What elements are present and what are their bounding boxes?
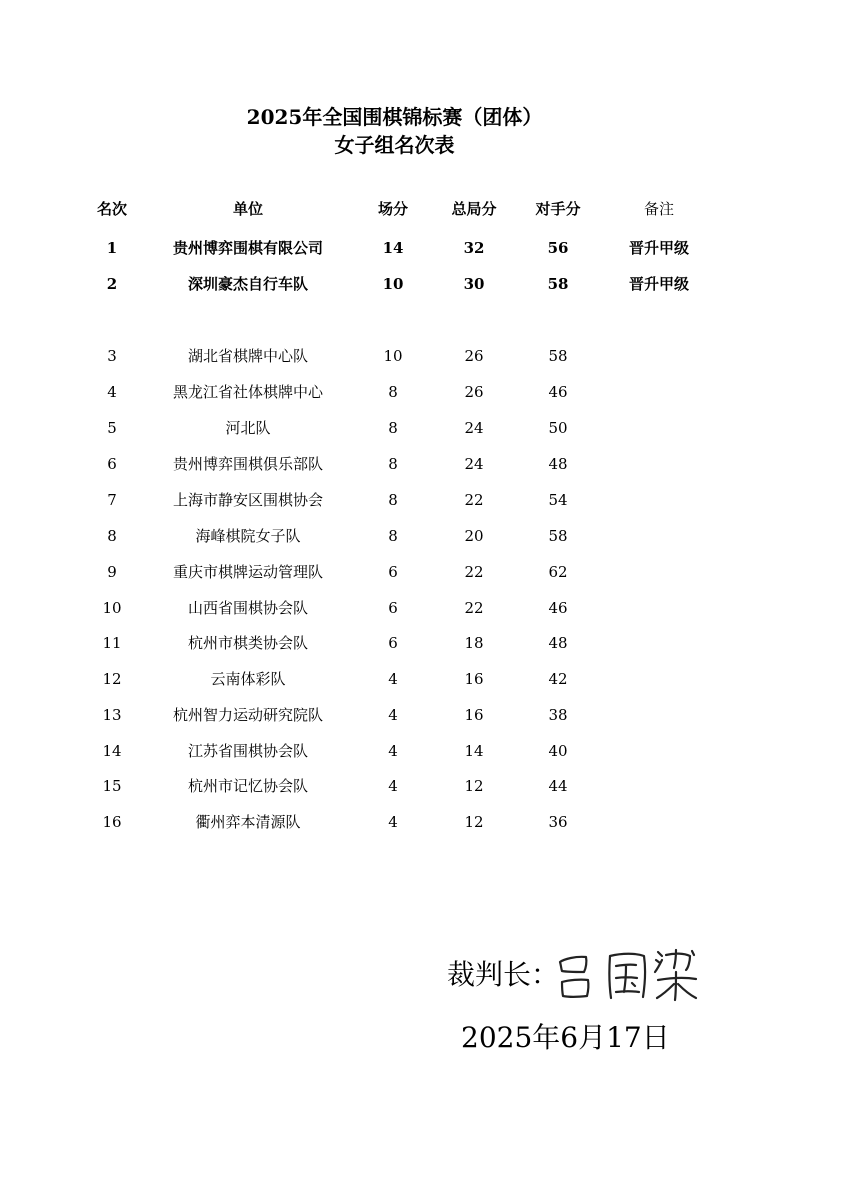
title-line2: 女子组名次表: [334, 133, 455, 157]
cell-match-points: 4: [388, 706, 398, 724]
cell-opponent-points: 58: [548, 527, 568, 545]
cell-unit: 江苏省围棋协会队: [187, 742, 309, 760]
cell-rank: 16: [102, 813, 122, 831]
cell-match-points: 4: [388, 813, 398, 831]
cell-unit: 重庆市棋牌运动管理队: [172, 563, 324, 581]
cell-rank: 7: [107, 491, 117, 509]
cell-opponent-points: 56: [547, 239, 569, 257]
cell-opponent-points: 38: [548, 706, 568, 724]
cell-rank: 15: [102, 777, 122, 795]
cell-opponent-points: 48: [548, 455, 568, 473]
cell-total-games: 16: [464, 706, 484, 724]
cell-unit: 山西省围棋协会队: [187, 599, 309, 617]
cell-match-points: 6: [388, 599, 398, 617]
cell-unit: 河北队: [225, 419, 271, 437]
cell-match-points: 6: [388, 563, 398, 581]
cell-match-points: 10: [382, 275, 404, 293]
cell-total-games: 16: [464, 670, 484, 688]
header-total-games: 总局分: [451, 200, 497, 218]
cell-opponent-points: 46: [548, 383, 568, 401]
cell-match-points: 4: [388, 670, 398, 688]
cell-opponent-points: 44: [548, 777, 568, 795]
cell-total-games: 24: [464, 419, 484, 437]
cell-rank: 2: [106, 275, 118, 293]
header-remark: 备注: [643, 200, 675, 218]
cell-total-games: 24: [464, 455, 484, 473]
cell-opponent-points: 58: [547, 275, 569, 293]
cell-rank: 8: [107, 527, 117, 545]
cell-opponent-points: 48: [548, 634, 568, 652]
chief-judge-label: 裁判长：: [447, 958, 560, 991]
cell-match-points: 14: [382, 239, 404, 257]
cell-match-points: 4: [388, 742, 398, 760]
header-unit: 单位: [232, 200, 264, 218]
cell-unit: 海峰棋院女子队: [195, 527, 301, 545]
cell-rank: 12: [102, 670, 122, 688]
cell-opponent-points: 58: [548, 347, 568, 365]
cell-opponent-points: 50: [548, 419, 568, 437]
cell-total-games: 18: [464, 634, 484, 652]
cell-unit: 黑龙江省社体棋牌中心: [172, 383, 324, 401]
cell-total-games: 26: [464, 347, 484, 365]
cell-opponent-points: 62: [548, 563, 568, 581]
cell-match-points: 4: [388, 777, 398, 795]
cell-opponent-points: 42: [548, 670, 568, 688]
cell-rank: 1: [106, 239, 118, 257]
cell-remark: 晋升甲级: [628, 275, 690, 293]
cell-unit: 衢州弈本清源队: [195, 813, 301, 831]
cell-rank: 9: [107, 563, 117, 581]
cell-total-games: 12: [464, 777, 484, 795]
cell-rank: 13: [102, 706, 122, 724]
cell-total-games: 12: [464, 813, 484, 831]
cell-unit: 深圳豪杰自行车队: [187, 275, 309, 293]
cell-unit: 上海市静安区围棋协会: [172, 491, 324, 509]
title-line1: 2025年全国围棋锦标赛（团体）: [246, 105, 543, 129]
cell-total-games: 14: [464, 742, 484, 760]
cell-total-games: 22: [464, 563, 484, 581]
cell-opponent-points: 46: [548, 599, 568, 617]
cell-match-points: 8: [388, 419, 398, 437]
cell-total-games: 26: [464, 383, 484, 401]
cell-match-points: 8: [388, 383, 398, 401]
cell-opponent-points: 54: [548, 491, 568, 509]
cell-rank: 5: [107, 419, 117, 437]
cell-total-games: 22: [464, 599, 484, 617]
cell-total-games: 32: [463, 239, 485, 257]
signature-date: 2025年6月17日: [461, 1021, 670, 1054]
cell-match-points: 10: [383, 347, 403, 365]
cell-opponent-points: 40: [548, 742, 568, 760]
cell-unit: 湖北省棋牌中心队: [187, 347, 309, 365]
cell-rank: 14: [102, 742, 122, 760]
cell-rank: 11: [102, 634, 122, 652]
cell-unit: 杭州市记忆协会队: [187, 777, 309, 795]
header-opponent-points: 对手分: [535, 200, 581, 218]
cell-rank: 10: [102, 599, 122, 617]
cell-match-points: 8: [388, 491, 398, 509]
cell-unit: 杭州智力运动研究院队: [172, 706, 324, 724]
cell-match-points: 8: [388, 527, 398, 545]
cell-rank: 3: [107, 347, 117, 365]
cell-unit: 杭州市棋类协会队: [187, 634, 309, 652]
cell-total-games: 22: [464, 491, 484, 509]
cell-total-games: 30: [463, 275, 485, 293]
cell-match-points: 6: [388, 634, 398, 652]
cell-rank: 6: [107, 455, 117, 473]
cell-opponent-points: 36: [548, 813, 568, 831]
cell-total-games: 20: [464, 527, 484, 545]
cell-remark: 晋升甲级: [628, 239, 690, 257]
header-match-points: 场分: [377, 200, 409, 218]
cell-unit: 贵州博弈围棋有限公司: [172, 239, 324, 257]
signature-image: [552, 942, 702, 1004]
header-rank: 名次: [96, 200, 128, 218]
cell-unit: 云南体彩队: [210, 670, 286, 688]
cell-rank: 4: [107, 383, 117, 401]
cell-unit: 贵州博弈围棋俱乐部队: [172, 455, 324, 473]
cell-match-points: 8: [388, 455, 398, 473]
